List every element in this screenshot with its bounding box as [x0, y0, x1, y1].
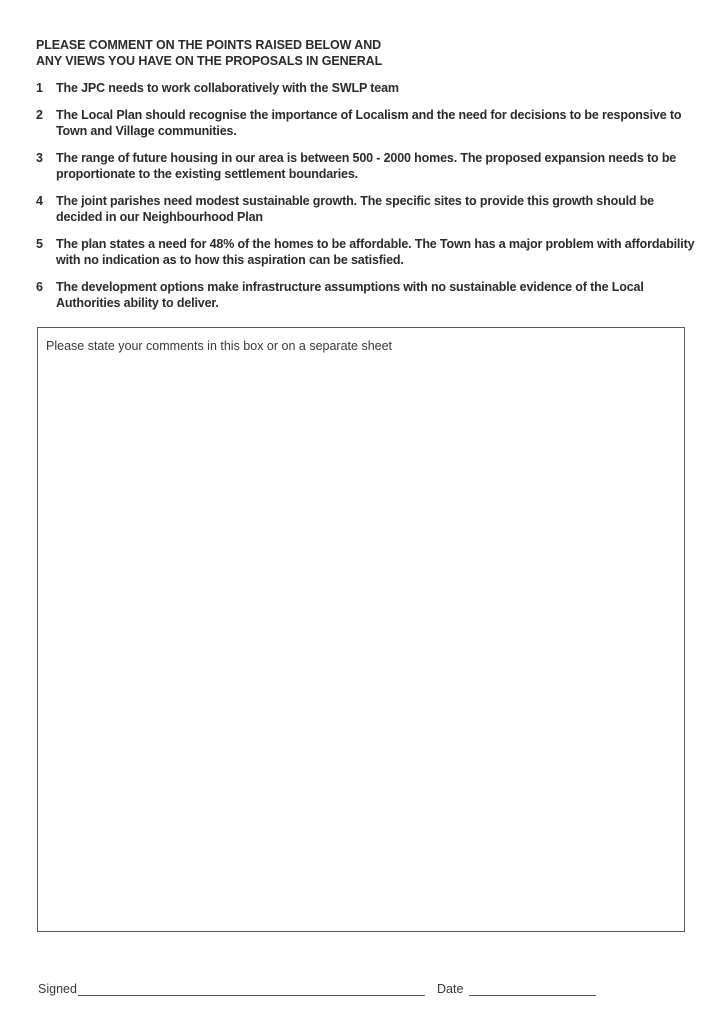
point-text: The development options make infrastructure assumptions with no sustainable evidence of the Local Authorities ability to deliver. — [56, 280, 644, 310]
comment-input[interactable] — [46, 360, 676, 923]
point-number: 6 — [36, 280, 43, 294]
point-text: The plan states a need for 48% of the homes to be affordable. The Town has a major problem with affordability with no indication as to how this aspiration can be satisfied. — [56, 237, 695, 267]
point-item-5 — [36, 236, 696, 268]
point-text: The JPC needs to work collaboratively with the SWLP team — [56, 81, 399, 95]
date-line[interactable] — [469, 995, 596, 996]
signature-line[interactable] — [78, 995, 425, 996]
point-number: 2 — [36, 108, 43, 122]
point-number: 3 — [36, 151, 43, 165]
point-number: 4 — [36, 194, 43, 208]
point-item-1 — [36, 80, 696, 96]
signature-row — [38, 982, 638, 1002]
signed-label: Signed — [38, 982, 77, 996]
form-heading-line-1: PLEASE COMMENT ON THE POINTS RAISED BELOW AND — [36, 38, 382, 52]
comment-box-prompt: Please state your comments in this box or on a separate sheet — [46, 339, 393, 353]
comment-box[interactable] — [37, 327, 685, 932]
point-item-6 — [36, 279, 696, 311]
form-heading — [36, 37, 696, 69]
points-list — [36, 80, 696, 322]
point-number: 5 — [36, 237, 43, 251]
date-label: Date — [437, 982, 464, 996]
point-number: 1 — [36, 81, 43, 95]
point-item-4 — [36, 193, 696, 225]
point-item-2 — [36, 107, 696, 139]
point-text: The Local Plan should recognise the importance of Localism and the need for decisions to be responsive to Town and Village communities. — [56, 108, 682, 138]
form-heading-line-2: ANY VIEWS YOU HAVE ON THE PROPOSALS IN GENERAL — [36, 54, 383, 68]
point-text: The joint parishes need modest sustainable growth. The specific sites to provide this growth should be decided in our Neighbourhood Plan — [56, 194, 654, 224]
point-item-3 — [36, 150, 696, 182]
point-text: The range of future housing in our area is between 500 - 2000 homes. The proposed expansion needs to be proportionate to the existing settlement boundaries. — [56, 151, 677, 181]
